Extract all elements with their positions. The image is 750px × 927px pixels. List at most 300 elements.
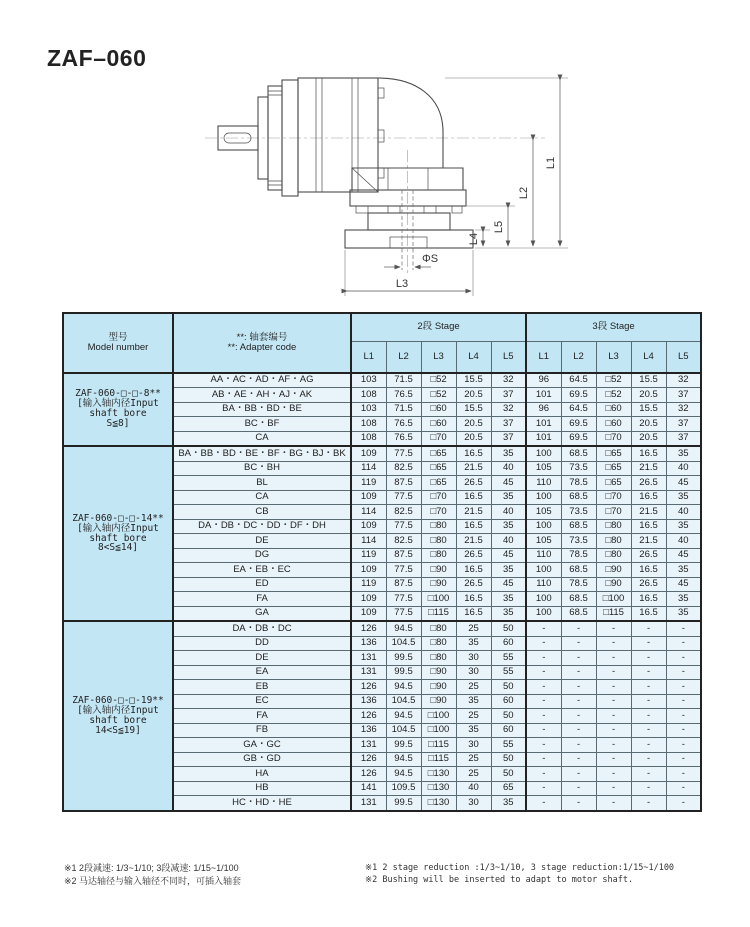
footnotes-zh (64, 862, 241, 888)
ext-lines-l4 (475, 230, 568, 248)
dim-value-s2-l1: 108 (351, 417, 386, 432)
dim-value-s3-l5: 35 (666, 606, 701, 621)
table-row (63, 373, 701, 388)
mount-tab (424, 206, 436, 213)
adapter-code-cell: BL (173, 476, 351, 491)
dim-value-s3-l2: 73.5 (561, 534, 596, 549)
footnote-en-1: ※1 2 stage reduction :1/3~1/10, 3 stage reduction:1/15~1/100 (365, 863, 675, 873)
dim-value-s3-l3: - (596, 621, 631, 636)
dim-value-s2-l3: □90 (421, 665, 456, 680)
dim-value-s2-l1: 119 (351, 577, 386, 592)
dim-value-s3-l4: - (631, 694, 666, 709)
dim-value-s2-l3: □90 (421, 694, 456, 709)
dim-value-s3-l3: □80 (596, 519, 631, 534)
dim-value-s3-l5: - (666, 680, 701, 695)
dim-value-s2-l1: 119 (351, 548, 386, 563)
dim-value-s2-l1: 108 (351, 431, 386, 446)
housing-nub (378, 168, 384, 178)
adapter-code-cell: HB (173, 781, 351, 796)
dim-value-s3-l1: 110 (526, 577, 561, 592)
dim-value-s2-l1: 103 (351, 402, 386, 417)
dim-value-s3-l5: - (666, 665, 701, 680)
header-stage2: 2段 Stage (351, 313, 526, 341)
dim-value-s2-l3: □70 (421, 505, 456, 520)
dim-value-s3-l1: 110 (526, 476, 561, 491)
dim-value-s2-l2: 99.5 (386, 738, 421, 753)
dim-value-s2-l4: 21.5 (456, 534, 491, 549)
dim-value-s2-l1: 136 (351, 636, 386, 651)
model-line: 8<S≦14] (97, 542, 139, 554)
dim-value-s3-l1: - (526, 651, 561, 666)
dim-value-s3-l4: 21.5 (631, 505, 666, 520)
adapter-code-cell: EA・EB・EC (173, 563, 351, 578)
dim-value-s2-l1: 126 (351, 680, 386, 695)
dim-value-s2-l4: 25 (456, 621, 491, 636)
dim-value-s3-l4: 16.5 (631, 519, 666, 534)
dim-value-s2-l1: 114 (351, 461, 386, 476)
dim-value-s3-l5: - (666, 767, 701, 782)
dim-value-s3-l2: 73.5 (561, 461, 596, 476)
adapter-code-cell: HC・HD・HE (173, 796, 351, 811)
header-dim-s2-l3: L3 (421, 341, 456, 373)
dim-value-s2-l3: □80 (421, 651, 456, 666)
dim-value-s3-l4: - (631, 636, 666, 651)
dim-value-s3-l1: - (526, 680, 561, 695)
dim-value-s2-l2: 109.5 (386, 781, 421, 796)
dim-value-s2-l3: □130 (421, 781, 456, 796)
adapter-code-cell: EA (173, 665, 351, 680)
dim-value-s3-l3: □65 (596, 446, 631, 461)
dim-value-s3-l2: - (561, 694, 596, 709)
dim-value-s3-l3: - (596, 781, 631, 796)
dim-value-s2-l4: 16.5 (456, 606, 491, 621)
dim-value-s2-l1: 126 (351, 767, 386, 782)
adapter-code-cell: DD (173, 636, 351, 651)
adapter-code-cell: EB (173, 680, 351, 695)
dim-value-s2-l3: □70 (421, 431, 456, 446)
dim-value-s3-l3: - (596, 738, 631, 753)
dim-value-s2-l2: 77.5 (386, 592, 421, 607)
header-dim-s3-l1: L1 (526, 341, 561, 373)
header-model-zh: 型号 (108, 331, 128, 343)
housing-nub (378, 88, 384, 98)
dim-value-s2-l3: □90 (421, 680, 456, 695)
mount-tab (452, 206, 462, 213)
dim-value-s2-l4: 15.5 (456, 402, 491, 417)
dim-value-s2-l5: 35 (491, 519, 526, 534)
dim-value-s3-l2: 69.5 (561, 431, 596, 446)
dim-value-s2-l3: □100 (421, 592, 456, 607)
header-dim-s3-l5: L5 (666, 341, 701, 373)
dim-value-s2-l5: 50 (491, 767, 526, 782)
footnote-zh-1: ※1 2段减速: 1/3~1/10; 3段减速: 1/15~1/100 (64, 863, 239, 873)
gear-body (298, 78, 378, 192)
dim-value-s3-l1: 96 (526, 373, 561, 388)
dim-value-s3-l3: □80 (596, 548, 631, 563)
dim-value-s2-l3: □90 (421, 577, 456, 592)
dim-value-s3-l1: - (526, 781, 561, 796)
dim-value-s3-l1: 105 (526, 505, 561, 520)
dim-value-s3-l3: □90 (596, 577, 631, 592)
header-stage3: 3段 Stage (526, 313, 701, 341)
dim-value-s3-l3: - (596, 796, 631, 811)
dim-value-s3-l2: 68.5 (561, 563, 596, 578)
footnotes-en (365, 862, 674, 887)
header-dim-s2-l1: L1 (351, 341, 386, 373)
dim-value-s3-l2: 68.5 (561, 519, 596, 534)
dim-value-s2-l3: □80 (421, 534, 456, 549)
dim-value-s3-l1: - (526, 621, 561, 636)
dim-value-s3-l2: 68.5 (561, 606, 596, 621)
dim-value-s2-l1: 126 (351, 752, 386, 767)
dim-value-s3-l4: - (631, 621, 666, 636)
header-adapter-en: **: Adapter code (227, 341, 297, 353)
dim-value-s3-l5: - (666, 738, 701, 753)
adapter-code-cell: DG (173, 548, 351, 563)
elbow-housing (378, 78, 443, 168)
model-line: [输入轴内径Input (77, 522, 159, 534)
dim-value-s2-l2: 99.5 (386, 651, 421, 666)
dim-value-s3-l1: 101 (526, 388, 561, 403)
housing-nub (378, 130, 384, 142)
dim-value-s3-l3: - (596, 680, 631, 695)
dim-value-s2-l5: 60 (491, 723, 526, 738)
dim-value-s3-l5: 37 (666, 388, 701, 403)
dim-value-s3-l2: - (561, 680, 596, 695)
dim-value-s3-l2: - (561, 709, 596, 724)
dim-value-s2-l5: 40 (491, 534, 526, 549)
dim-value-s2-l4: 30 (456, 796, 491, 811)
dim-value-s2-l2: 76.5 (386, 417, 421, 432)
dim-value-s3-l2: 64.5 (561, 373, 596, 388)
dim-value-s3-l2: 78.5 (561, 548, 596, 563)
mount-tab (388, 206, 400, 213)
dim-value-s3-l3: - (596, 665, 631, 680)
model-line: ZAF-060-□-□-19** (72, 694, 164, 706)
dim-value-s2-l2: 82.5 (386, 461, 421, 476)
adapter-code-cell: GA・GC (173, 738, 351, 753)
dim-value-s3-l1: - (526, 738, 561, 753)
footnote-en-2: ※2 Bushing will be inserted to adapt to motor shaft. (365, 875, 634, 886)
dim-value-s2-l2: 76.5 (386, 388, 421, 403)
dim-value-s2-l5: 50 (491, 752, 526, 767)
elbow-chamfer (352, 168, 378, 192)
dim-value-s3-l4: 20.5 (631, 431, 666, 446)
dim-value-s3-l2: - (561, 738, 596, 753)
table-row (63, 621, 701, 636)
dim-value-s2-l5: 37 (491, 431, 526, 446)
dim-value-s2-l5: 45 (491, 548, 526, 563)
dim-value-s2-l3: □115 (421, 738, 456, 753)
dim-value-s2-l2: 94.5 (386, 709, 421, 724)
output-flange (345, 230, 473, 248)
adapter-code-cell: ED (173, 577, 351, 592)
dim-value-s3-l3: □52 (596, 388, 631, 403)
header-dim-s2-l4: L4 (456, 341, 491, 373)
header-dim-s3-l2: L2 (561, 341, 596, 373)
model-line: 14<S≦19] (95, 724, 141, 736)
dim-value-s3-l5: 32 (666, 402, 701, 417)
neck-block (368, 213, 450, 230)
dim-value-s2-l3: □60 (421, 417, 456, 432)
dim-value-s2-l1: 109 (351, 563, 386, 578)
dim-value-s3-l4: - (631, 781, 666, 796)
dim-value-s2-l3: □70 (421, 490, 456, 505)
dim-value-s3-l1: - (526, 636, 561, 651)
dim-value-s2-l4: 16.5 (456, 563, 491, 578)
dim-value-s3-l2: - (561, 796, 596, 811)
dim-value-s3-l3: □70 (596, 490, 631, 505)
dim-value-s2-l2: 82.5 (386, 534, 421, 549)
dim-value-s2-l5: 35 (491, 446, 526, 461)
dim-label-l3: L3 (395, 278, 409, 290)
model-line: shaft bore (89, 714, 147, 726)
dim-value-s2-l5: 32 (491, 373, 526, 388)
dim-value-s3-l4: - (631, 767, 666, 782)
dim-value-s2-l4: 16.5 (456, 446, 491, 461)
dim-value-s2-l2: 87.5 (386, 577, 421, 592)
dim-value-s3-l1: 100 (526, 592, 561, 607)
dim-value-s3-l5: 35 (666, 519, 701, 534)
dim-value-s2-l4: 25 (456, 752, 491, 767)
dim-value-s3-l4: 20.5 (631, 388, 666, 403)
dim-value-s2-l3: □130 (421, 796, 456, 811)
dim-value-s3-l2: 64.5 (561, 402, 596, 417)
model-line: [输入轴内径Input (77, 398, 159, 410)
dim-value-s3-l2: 68.5 (561, 446, 596, 461)
dim-value-s3-l1: 100 (526, 446, 561, 461)
table-row (63, 446, 701, 461)
dim-value-s3-l2: 68.5 (561, 592, 596, 607)
dim-value-s3-l5: 40 (666, 461, 701, 476)
dim-value-s2-l2: 82.5 (386, 505, 421, 520)
dim-value-s3-l2: - (561, 781, 596, 796)
dim-value-s3-l5: - (666, 796, 701, 811)
spec-table (62, 312, 702, 812)
dim-value-s3-l4: - (631, 651, 666, 666)
dim-value-s3-l4: 26.5 (631, 548, 666, 563)
dim-value-s2-l4: 16.5 (456, 592, 491, 607)
dim-value-s2-l2: 99.5 (386, 665, 421, 680)
header-dim-s2-l2: L2 (386, 341, 421, 373)
dim-value-s3-l2: 73.5 (561, 505, 596, 520)
dim-value-s2-l4: 26.5 (456, 548, 491, 563)
header-dim-s3-l3: L3 (596, 341, 631, 373)
flange-notch (390, 237, 427, 248)
adapter-code-cell: DE (173, 651, 351, 666)
dim-value-s3-l2: - (561, 723, 596, 738)
model-group-label (63, 621, 173, 811)
dim-value-s3-l1: 96 (526, 402, 561, 417)
dim-value-s2-l1: 103 (351, 373, 386, 388)
dim-value-s3-l3: - (596, 752, 631, 767)
dim-value-s2-l3: □65 (421, 461, 456, 476)
dim-value-s2-l2: 87.5 (386, 476, 421, 491)
header-adapter (173, 313, 351, 373)
dim-value-s3-l3: □65 (596, 461, 631, 476)
dim-value-s3-l5: - (666, 621, 701, 636)
dim-value-s2-l2: 71.5 (386, 373, 421, 388)
dim-value-s3-l4: 16.5 (631, 606, 666, 621)
dim-value-s2-l2: 94.5 (386, 767, 421, 782)
dim-value-s2-l2: 77.5 (386, 563, 421, 578)
dim-value-s2-l4: 25 (456, 767, 491, 782)
dim-value-s2-l3: □52 (421, 373, 456, 388)
dim-value-s3-l3: □60 (596, 417, 631, 432)
dim-value-s2-l3: □100 (421, 709, 456, 724)
dim-value-s3-l3: □65 (596, 476, 631, 491)
footnote-zh-2: ※2 马达轴径与输入轴径不同时，可插入轴套 (64, 876, 242, 887)
dim-value-s3-l1: 101 (526, 417, 561, 432)
dim-value-s2-l2: 94.5 (386, 680, 421, 695)
dim-value-s3-l3: - (596, 694, 631, 709)
dim-label-l1: L1 (545, 156, 557, 170)
dim-value-s2-l1: 114 (351, 534, 386, 549)
dim-value-s2-l2: 77.5 (386, 446, 421, 461)
dim-value-s2-l4: 35 (456, 694, 491, 709)
adapter-code-cell: HA (173, 767, 351, 782)
dim-value-s2-l2: 77.5 (386, 519, 421, 534)
model-line: ZAF-060-□-□-14** (72, 512, 164, 524)
dim-value-s3-l5: 40 (666, 505, 701, 520)
dim-value-s2-l1: 131 (351, 796, 386, 811)
dim-value-s2-l1: 136 (351, 694, 386, 709)
header-dim-s3-l4: L4 (631, 341, 666, 373)
dim-value-s3-l4: 16.5 (631, 563, 666, 578)
dim-value-s2-l3: □130 (421, 767, 456, 782)
mount-tab (356, 206, 368, 213)
dim-value-s2-l2: 71.5 (386, 402, 421, 417)
model-line: shaft bore (89, 408, 147, 420)
ext-lines-l3 (345, 250, 473, 296)
dim-value-s3-l2: - (561, 665, 596, 680)
dim-value-s2-l5: 40 (491, 461, 526, 476)
model-line: ZAF-060-□-□-8** (75, 388, 161, 400)
dim-value-s3-l4: 26.5 (631, 577, 666, 592)
dim-value-s3-l5: - (666, 723, 701, 738)
dim-value-s2-l3: □80 (421, 636, 456, 651)
dim-value-s3-l2: 69.5 (561, 417, 596, 432)
dim-value-s3-l5: 37 (666, 431, 701, 446)
dim-value-s2-l4: 26.5 (456, 476, 491, 491)
dim-value-s3-l1: - (526, 694, 561, 709)
dim-value-s2-l4: 35 (456, 636, 491, 651)
dim-value-s3-l3: - (596, 767, 631, 782)
dim-value-s2-l5: 50 (491, 621, 526, 636)
dim-value-s2-l1: 109 (351, 490, 386, 505)
dim-value-s3-l3: □80 (596, 534, 631, 549)
adapter-code-cell: GA (173, 606, 351, 621)
dim-value-s3-l5: - (666, 709, 701, 724)
dim-value-s2-l5: 35 (491, 796, 526, 811)
dim-value-s3-l5: 35 (666, 490, 701, 505)
dim-value-s3-l5: 45 (666, 548, 701, 563)
dim-value-s2-l1: 126 (351, 709, 386, 724)
dim-value-s2-l4: 30 (456, 651, 491, 666)
dim-value-s3-l1: 100 (526, 519, 561, 534)
dim-value-s2-l5: 35 (491, 563, 526, 578)
dim-value-s2-l1: 109 (351, 446, 386, 461)
dim-value-s2-l1: 141 (351, 781, 386, 796)
dim-value-s2-l1: 131 (351, 651, 386, 666)
dim-value-s2-l4: 25 (456, 709, 491, 724)
dim-value-s3-l1: 105 (526, 461, 561, 476)
dim-value-s2-l1: 109 (351, 519, 386, 534)
dim-value-s2-l5: 37 (491, 388, 526, 403)
dim-value-s2-l2: 104.5 (386, 694, 421, 709)
dim-value-s2-l3: □65 (421, 476, 456, 491)
dim-value-s3-l1: - (526, 709, 561, 724)
dim-value-s2-l5: 60 (491, 694, 526, 709)
model-line: S≦8] (106, 418, 130, 430)
dim-value-s2-l1: 114 (351, 505, 386, 520)
adapter-code-cell: AB・AE・AH・AJ・AK (173, 388, 351, 403)
model-group-label (63, 446, 173, 621)
dim-value-s3-l3: □70 (596, 431, 631, 446)
dim-value-s3-l1: - (526, 665, 561, 680)
adapter-code-cell: CA (173, 431, 351, 446)
dim-value-s3-l3: □60 (596, 402, 631, 417)
dim-value-s2-l3: □115 (421, 606, 456, 621)
dim-value-s2-l4: 21.5 (456, 505, 491, 520)
dim-value-s3-l4: 16.5 (631, 446, 666, 461)
dim-label-phis: ΦS (422, 253, 439, 265)
dim-value-s2-l2: 87.5 (386, 548, 421, 563)
dim-value-s3-l3: □100 (596, 592, 631, 607)
dim-value-s2-l4: 20.5 (456, 388, 491, 403)
dim-value-s2-l1: 108 (351, 388, 386, 403)
page-title: ZAF–060 (47, 45, 147, 72)
dim-value-s3-l5: - (666, 781, 701, 796)
dim-value-s3-l3: - (596, 723, 631, 738)
dim-label-l4: L4 (468, 232, 480, 246)
dim-value-s3-l3: - (596, 651, 631, 666)
dim-value-s2-l5: 35 (491, 490, 526, 505)
dim-value-s2-l5: 40 (491, 505, 526, 520)
dim-value-s2-l4: 20.5 (456, 417, 491, 432)
dim-value-s3-l3: □115 (596, 606, 631, 621)
dim-value-s2-l4: 21.5 (456, 461, 491, 476)
dim-value-s3-l1: 100 (526, 563, 561, 578)
dim-value-s2-l4: 15.5 (456, 373, 491, 388)
dim-value-s2-l4: 16.5 (456, 490, 491, 505)
dim-value-s3-l3: - (596, 636, 631, 651)
dim-value-s3-l5: - (666, 752, 701, 767)
dim-value-s2-l4: 26.5 (456, 577, 491, 592)
dim-value-s2-l3: □60 (421, 402, 456, 417)
dim-value-s3-l4: 15.5 (631, 402, 666, 417)
dim-value-s2-l4: 25 (456, 680, 491, 695)
dim-value-s3-l1: - (526, 752, 561, 767)
adapter-code-cell: DA・DB・DC (173, 621, 351, 636)
dim-value-s2-l5: 55 (491, 738, 526, 753)
dim-value-s3-l4: 16.5 (631, 592, 666, 607)
dim-value-s3-l5: - (666, 636, 701, 651)
dim-value-s2-l2: 76.5 (386, 431, 421, 446)
adapter-code-cell: FB (173, 723, 351, 738)
dim-value-s2-l5: 45 (491, 476, 526, 491)
adapter-code-cell: DE (173, 534, 351, 549)
dim-value-s3-l2: 68.5 (561, 490, 596, 505)
dim-value-s3-l5: 35 (666, 592, 701, 607)
dim-value-s2-l1: 109 (351, 606, 386, 621)
adapter-code-cell: GB・GD (173, 752, 351, 767)
dim-value-s2-l5: 60 (491, 636, 526, 651)
dim-value-s2-l4: 20.5 (456, 431, 491, 446)
adapter-code-cell: BC・BH (173, 461, 351, 476)
dim-value-s3-l4: - (631, 680, 666, 695)
model-line: shaft bore (89, 532, 147, 544)
